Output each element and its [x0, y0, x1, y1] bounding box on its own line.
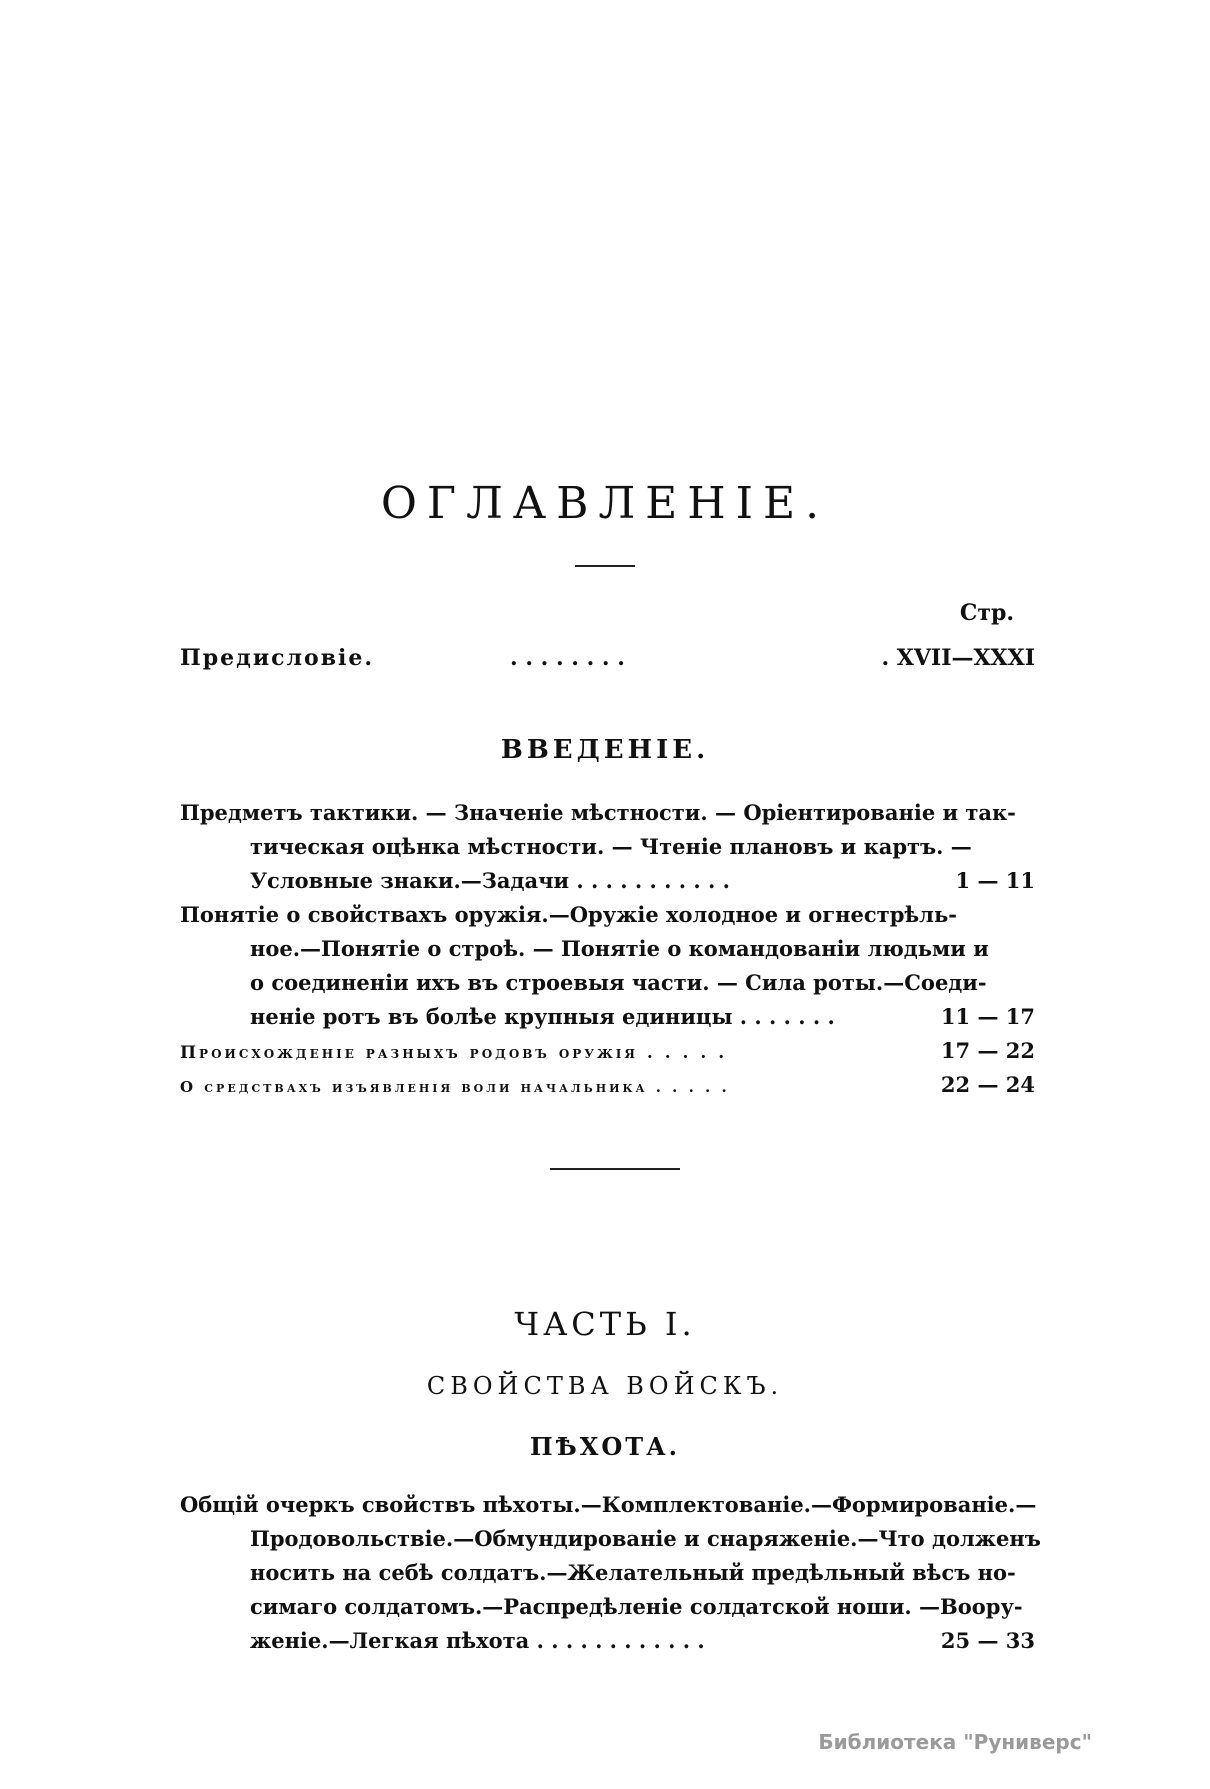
entry-pages: 11 — 17 [940, 1004, 1035, 1029]
entry-line: Общій очеркъ свойствъ пѣхоты.—Комплектованіе.—Формированіе.— [180, 1492, 1037, 1517]
entry-pages: 25 — 33 [940, 1628, 1035, 1653]
library-watermark: Библиотека "Руниверс" [818, 1730, 1092, 1754]
part-subtitle: СВОЙСТВА ВОЙСКЪ. [426, 1372, 784, 1400]
entry-line: Продовольствіе.—Обмундированіе и снаряженіе.—Что долженъ [250, 1526, 1041, 1551]
title-divider [575, 565, 635, 567]
section-heading: ПѢХОТА. [529, 1432, 681, 1461]
part-entry [180, 1492, 1041, 1662]
part-title: ЧАСТЬ I. [514, 1305, 696, 1343]
entry-line-text: женіе.—Легкая пѣхота . . . . . . . . . . . . [250, 1628, 705, 1653]
entry-line: носить на себѣ солдатъ.—Желательный предѣльный вѣсъ но- [250, 1560, 1016, 1585]
entry-pages: 17 — 22 [940, 1038, 1035, 1063]
intro-entry [180, 1038, 1035, 1072]
entry-line: симаго солдатомъ.—Распредѣленіе солдатской ноши. —Воору- [250, 1594, 1023, 1619]
preface-dots: . . . . . . . . [510, 645, 625, 671]
section-divider [550, 1168, 680, 1170]
intro-heading: ВВЕДЕНІЕ. [500, 735, 710, 765]
intro-entry [180, 902, 1035, 1038]
page-title: ОГЛАВЛЕНІЕ. [380, 478, 830, 529]
preface-entry [180, 645, 1035, 671]
entry-line: о соединеніи ихъ въ строевыя части. — Сила роты.—Соеди- [250, 970, 987, 995]
entry-line: тическая оцѣнка мѣстности. — Чтеніе плановъ и картъ. — [250, 834, 972, 859]
entry-line-text: О средствахъ изъявленія воли начальника . . . . . [180, 1078, 730, 1096]
preface-pages: . XVII—XXXI [881, 645, 1035, 671]
entry-line [180, 1004, 1035, 1038]
entry-line [180, 1628, 1035, 1662]
intro-entry [180, 800, 1035, 902]
entry-line-text: Условные знаки.—Задачи . . . . . . . . . . . [250, 868, 730, 893]
entry-pages: 22 — 24 [940, 1072, 1035, 1097]
entry-line: Предметъ тактики. — Значеніе мѣстности. — Оріентированіе и так- [180, 800, 1016, 825]
part-entries [180, 1492, 1041, 1662]
intro-entry [180, 1072, 1035, 1106]
entry-line: ное.—Понятіе о строѣ. — Понятіе о командованіи людьми и [250, 936, 989, 961]
entry-line [180, 1072, 1035, 1106]
entry-line [180, 868, 1035, 902]
entry-line: Понятіе о свойствахъ оружія.—Оружіе холодное и огнестрѣль- [180, 902, 957, 927]
entry-line-text: Происхожденіе разныхъ родовъ оружія . . . . . [180, 1043, 728, 1063]
preface-label: Предисловіе. [180, 645, 375, 671]
entry-line-text: неніе ротъ въ болѣе крупныя единицы . . . . . . . [250, 1004, 835, 1029]
entry-pages: 1 — 11 [955, 868, 1035, 893]
entry-line [180, 1038, 1035, 1072]
pages-column-header: Стр. [959, 600, 1014, 626]
intro-entries [180, 800, 1035, 1106]
